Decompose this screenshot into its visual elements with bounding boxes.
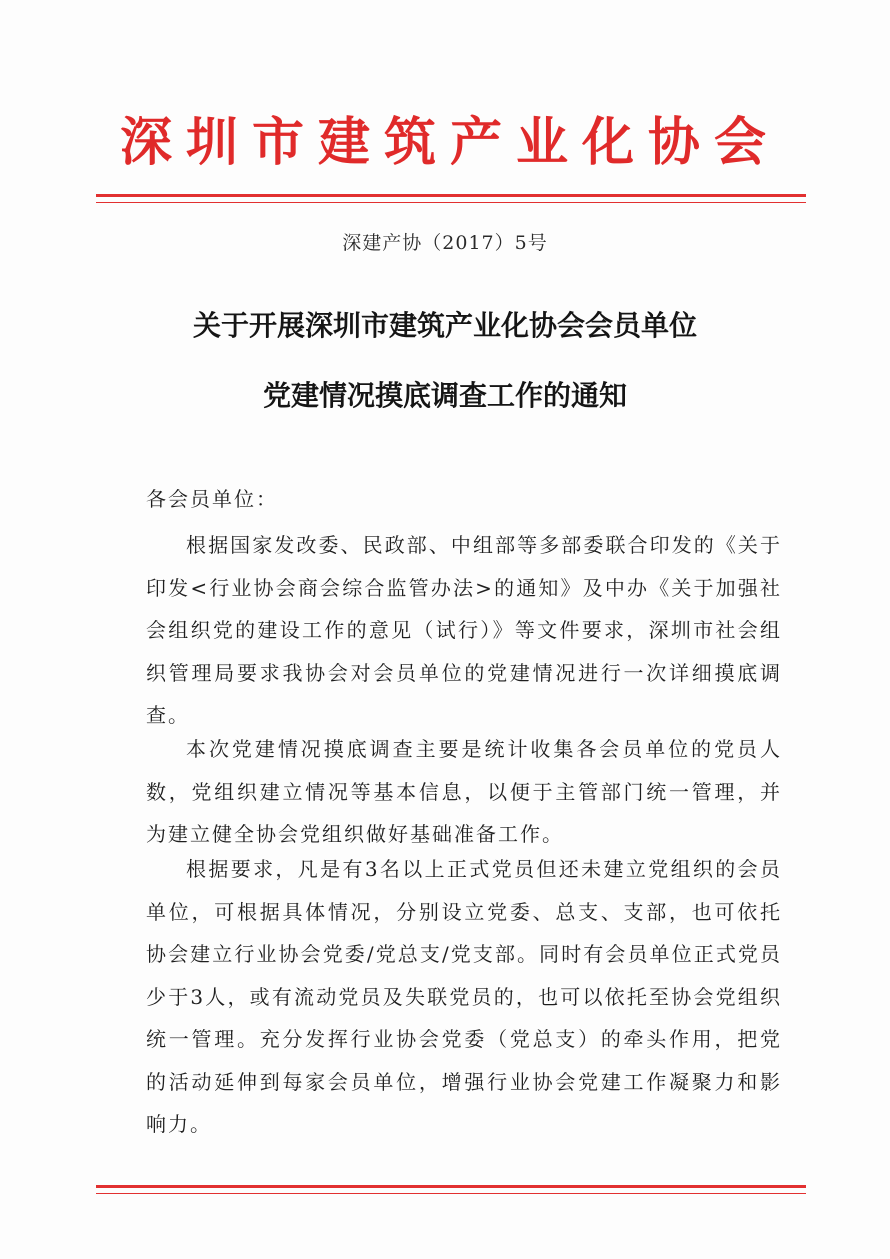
letterhead-rule-thin [96, 202, 806, 203]
organization-letterhead: 深圳市建筑产业化协会 [119, 112, 780, 173]
body-paragraph-3: 根据要求，凡是有3名以上正式党员但还未建立党组织的会员单位，可根据具体情况，分别设立党委、总支、支部，也可依托协会建立行业协会党委/党总支/党支部。同时有会员单位正式党员少于3人，或有流动党员及失联党员的，也可以依托至协会党组织统一管理。充分发挥行业协会党委（党总支）的牵头作用，把党的活动延伸到每家会员单位，增强行业协会党建工作凝聚力和影响力。 [146, 857, 782, 1136]
footer-rule-thick [96, 1185, 806, 1188]
body-paragraph-1: 根据国家发改委、民政部、中组部等多部委联合印发的《关于印发<行业协会商会综合监管办法>的通知》及中办《关于加强社会组织党的建设工作的意见（试行）》等文件要求，深圳市社会组织管理局要求我协会对会员单位的党建情况进行一次详细摸底调查。 [146, 533, 782, 727]
document-title-line-1: 关于开展深圳市建筑产业化协会会员单位 [192, 309, 697, 342]
document-number: 深建产协（2017）5号 [342, 232, 548, 254]
salutation: 各会员单位： [146, 487, 278, 511]
letterhead-rule-thick [96, 194, 806, 197]
document-title-line-2: 党建情况摸底调查工作的通知 [262, 379, 627, 412]
body-paragraph-2: 本次党建情况摸底调查主要是统计收集各会员单位的党员人数，党组织建立情况等基本信息，以便于主管部门统一管理，并为建立健全协会党组织做好基础准备工作。 [146, 737, 782, 846]
footer-rule-thin [96, 1193, 806, 1194]
